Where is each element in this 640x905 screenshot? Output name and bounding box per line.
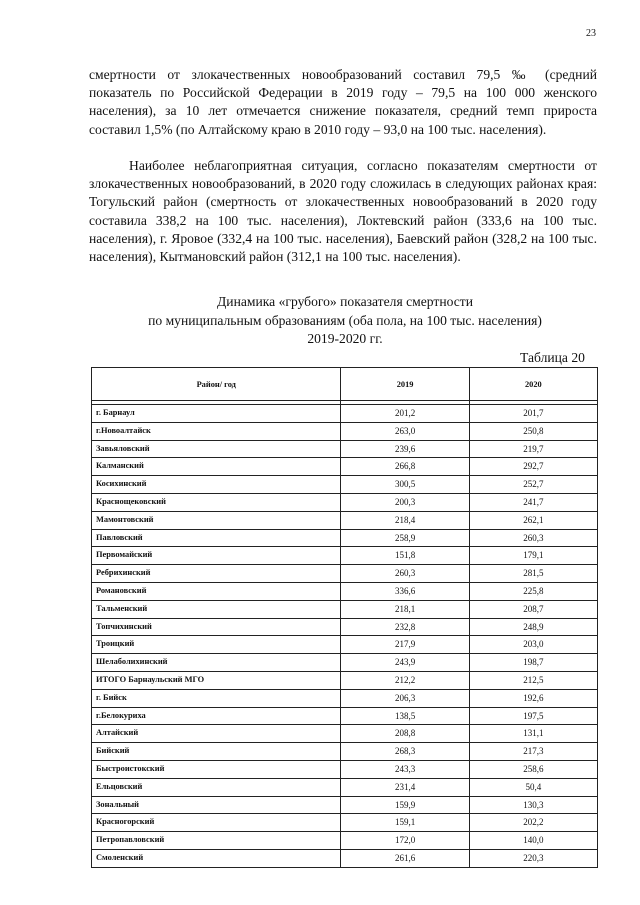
table-header-row	[92, 368, 598, 401]
cell-district: г. Барнаул	[92, 405, 341, 423]
cell-2020: 212,5	[469, 671, 597, 689]
cell-2019: 243,3	[341, 760, 469, 778]
cell-2020: 201,7	[469, 405, 597, 423]
cell-district: Романовский	[92, 582, 341, 600]
cell-2020: 130,3	[469, 796, 597, 814]
table-title	[80, 293, 610, 349]
cell-2020: 192,6	[469, 689, 597, 707]
cell-2019: 138,5	[341, 707, 469, 725]
cell-2019: 151,8	[341, 547, 469, 565]
table-body	[92, 401, 598, 868]
cell-2019: 239,6	[341, 440, 469, 458]
table-row	[92, 689, 598, 707]
table-row	[92, 778, 598, 796]
cell-district: Троицкий	[92, 636, 341, 654]
cell-2019: 206,3	[341, 689, 469, 707]
cell-2019: 159,9	[341, 796, 469, 814]
table-row	[92, 814, 598, 832]
table-row	[92, 511, 598, 529]
cell-2020: 220,3	[469, 849, 597, 867]
cell-2019: 217,9	[341, 636, 469, 654]
cell-district: Косихинский	[92, 476, 341, 494]
table-row	[92, 476, 598, 494]
table-row	[92, 440, 598, 458]
cell-2020: 50,4	[469, 778, 597, 796]
cell-district: Ельцовский	[92, 778, 341, 796]
cell-2019: 218,1	[341, 600, 469, 618]
cell-2020: 203,0	[469, 636, 597, 654]
table-row	[92, 636, 598, 654]
cell-2020: 281,5	[469, 565, 597, 583]
cell-2020: 208,7	[469, 600, 597, 618]
cell-2019: 159,1	[341, 814, 469, 832]
cell-district: Первомайский	[92, 547, 341, 565]
cell-2019: 231,4	[341, 778, 469, 796]
table-row	[92, 582, 598, 600]
cell-2019: 261,6	[341, 849, 469, 867]
cell-district: Тальменский	[92, 600, 341, 618]
paragraph-2: Наиболее неблагоприятная ситуация, согласно показателям смертности от злокачественных новообразований, в 2020 году сложилась в следующих районах края: Тогульский район (смертность от злокачественных новообразований в 2020 году составила 338,2 на 100 тыс. населения), Локтевский район (333,6 на 100 тыс. населения), г. Яровое (332,4 на 100 тыс. населения), Баевский район (328,2 на 100 тыс. населения), Кытмановский район (312,1 на 100 тыс. населения).	[89, 158, 597, 265]
cell-district: г. Бийск	[92, 689, 341, 707]
cell-2019: 218,4	[341, 511, 469, 529]
table-row	[92, 743, 598, 761]
header-2019: 2019	[341, 368, 469, 401]
table-row	[92, 493, 598, 511]
cell-2020: 198,7	[469, 654, 597, 672]
cell-district: Краснощековский	[92, 493, 341, 511]
cell-2019: 200,3	[341, 493, 469, 511]
cell-2020: 258,6	[469, 760, 597, 778]
table-row	[92, 405, 598, 423]
table-row	[92, 618, 598, 636]
cell-2020: 140,0	[469, 832, 597, 850]
cell-district: Шелаболихинский	[92, 654, 341, 672]
header-2020: 2020	[469, 368, 597, 401]
cell-2020: 179,1	[469, 547, 597, 565]
table-row	[92, 707, 598, 725]
cell-district: г.Новоалтайск	[92, 422, 341, 440]
cell-2020: 248,9	[469, 618, 597, 636]
cell-district: Зональный	[92, 796, 341, 814]
cell-2020: 262,1	[469, 511, 597, 529]
cell-2019: 243,9	[341, 654, 469, 672]
page-number: 23	[586, 28, 596, 39]
cell-2019: 232,8	[341, 618, 469, 636]
table-row	[92, 565, 598, 583]
cell-2019: 263,0	[341, 422, 469, 440]
table-row	[92, 600, 598, 618]
cell-2020: 131,1	[469, 725, 597, 743]
mortality-table	[91, 367, 598, 868]
cell-2020: 260,3	[469, 529, 597, 547]
table-row	[92, 725, 598, 743]
cell-2019: 268,3	[341, 743, 469, 761]
cell-2019: 266,8	[341, 458, 469, 476]
cell-2019: 201,2	[341, 405, 469, 423]
cell-district: Завьяловский	[92, 440, 341, 458]
cell-2020: 217,3	[469, 743, 597, 761]
cell-district: Калманский	[92, 458, 341, 476]
table-row	[92, 760, 598, 778]
cell-2019: 300,5	[341, 476, 469, 494]
cell-district: Бийский	[92, 743, 341, 761]
table-row	[92, 849, 598, 867]
cell-district: Мамонтовский	[92, 511, 341, 529]
table-title-line-3: 2019-2020 гг.	[307, 331, 383, 347]
cell-district: ИТОГО Барнаульский МГО	[92, 671, 341, 689]
cell-2019: 336,6	[341, 582, 469, 600]
table-title-line-2: по муниципальным образованиям (оба пола, на 100 тыс. населения)	[148, 312, 542, 328]
cell-2019: 260,3	[341, 565, 469, 583]
table-row	[92, 529, 598, 547]
cell-2020: 202,2	[469, 814, 597, 832]
table-row	[92, 654, 598, 672]
table-row	[92, 422, 598, 440]
cell-2019: 172,0	[341, 832, 469, 850]
cell-2020: 241,7	[469, 493, 597, 511]
paragraph-1: смертности от злокачественных новообразований составил 79,5 ‰ (средний показатель по Российской Федерации в 2019 году – 79,5 на 100 000 женского населения), за 10 лет отмечается снижение показателя, средний темп прироста составил 1,5% (по Алтайскому краю в 2010 году – 93,0 на 100 тыс. населения).	[89, 67, 597, 137]
cell-2020: 250,8	[469, 422, 597, 440]
cell-district: Смоленский	[92, 849, 341, 867]
cell-2020: 225,8	[469, 582, 597, 600]
table-label: Таблица 20	[520, 350, 585, 365]
table-title-line-1: Динамика «грубого» показателя смертности	[217, 294, 473, 309]
cell-2020: 292,7	[469, 458, 597, 476]
cell-district: Красногорский	[92, 814, 341, 832]
table-row	[92, 671, 598, 689]
table-row	[92, 832, 598, 850]
table-row	[92, 458, 598, 476]
table-row	[92, 547, 598, 565]
cell-district: Алтайский	[92, 725, 341, 743]
cell-district: Петропавловский	[92, 832, 341, 850]
header-district: Район/ год	[92, 368, 341, 401]
cell-2019: 258,9	[341, 529, 469, 547]
cell-2020: 197,5	[469, 707, 597, 725]
cell-2020: 252,7	[469, 476, 597, 494]
cell-district: Топчихинский	[92, 618, 341, 636]
cell-2020: 219,7	[469, 440, 597, 458]
cell-district: Быстроистокский	[92, 760, 341, 778]
cell-district: г.Белокуриха	[92, 707, 341, 725]
cell-2019: 208,8	[341, 725, 469, 743]
cell-district: Ребрихинский	[92, 565, 341, 583]
cell-2019: 212,2	[341, 671, 469, 689]
table-row	[92, 796, 598, 814]
cell-district: Павловский	[92, 529, 341, 547]
